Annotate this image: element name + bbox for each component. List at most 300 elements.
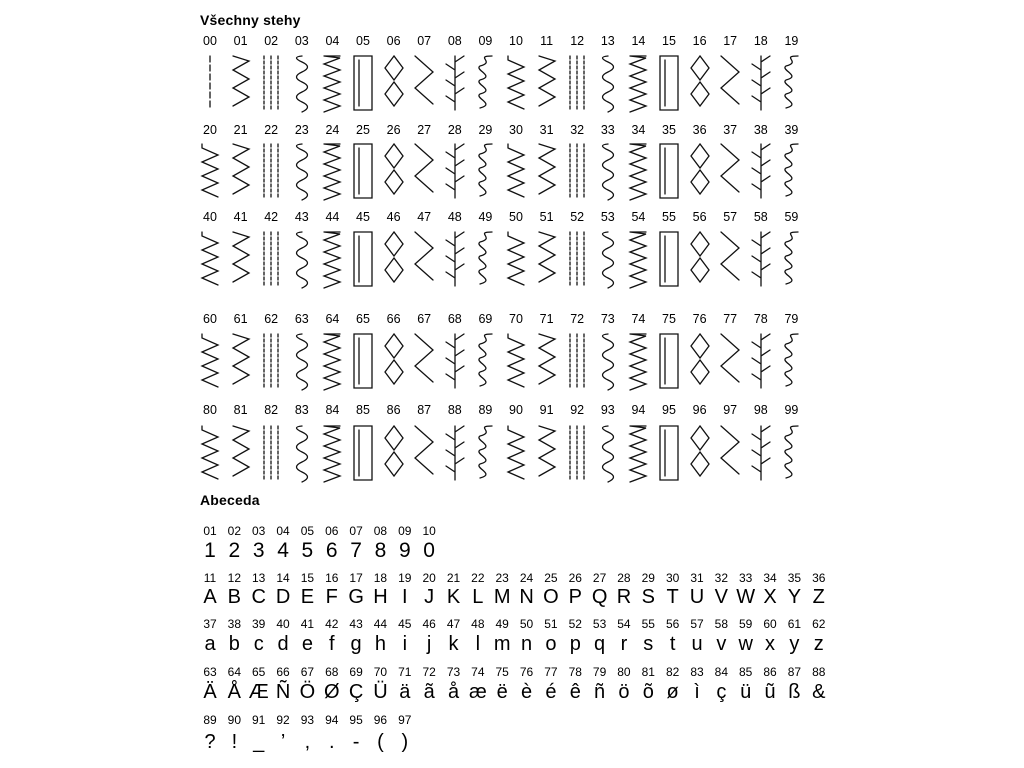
character-glyph: Å bbox=[227, 681, 242, 703]
character-number: 30 bbox=[665, 571, 680, 585]
character-glyph: ê bbox=[569, 681, 581, 703]
character-number: 54 bbox=[617, 617, 631, 631]
stitch-number: 93 bbox=[600, 403, 615, 417]
character-glyph: Z bbox=[812, 586, 825, 608]
character-glyph: T bbox=[666, 586, 679, 608]
character-number: 38 bbox=[227, 617, 242, 631]
stitch-number: 23 bbox=[294, 123, 309, 137]
stitch-pattern-icon bbox=[778, 140, 804, 202]
character-number: 02 bbox=[227, 524, 242, 538]
character-number: 21 bbox=[446, 571, 461, 585]
character-number: 88 bbox=[812, 665, 826, 679]
character-number: 65 bbox=[252, 665, 266, 679]
stitch-pattern-icon bbox=[381, 228, 407, 290]
stitch-pattern-icon bbox=[564, 52, 590, 114]
character-number: 52 bbox=[568, 617, 582, 631]
character-glyph: ì bbox=[694, 681, 700, 703]
character-glyph: 4 bbox=[277, 539, 289, 562]
character-glyph: õ bbox=[642, 681, 654, 703]
character-number: 78 bbox=[568, 665, 582, 679]
stitch-pattern-icon bbox=[625, 228, 651, 290]
stitch-number: 21 bbox=[233, 123, 248, 137]
character-number: 51 bbox=[544, 617, 558, 631]
stitch-pattern-icon bbox=[442, 228, 468, 290]
character-number: 32 bbox=[714, 571, 729, 585]
character-glyph: I bbox=[402, 586, 408, 608]
stitch-number: 91 bbox=[539, 403, 554, 417]
character-number: 17 bbox=[349, 571, 363, 585]
stitch-number: 63 bbox=[294, 312, 309, 326]
stitch-pattern-icon bbox=[228, 228, 254, 290]
stitch-pattern-icon bbox=[687, 330, 713, 392]
character-number: 75 bbox=[495, 665, 509, 679]
character-glyph: & bbox=[812, 681, 826, 703]
character-glyph: o bbox=[545, 633, 557, 655]
character-number: 69 bbox=[349, 665, 363, 679]
character-number: 56 bbox=[665, 617, 680, 631]
character-glyph: ß bbox=[788, 681, 801, 703]
character-number: 55 bbox=[641, 617, 655, 631]
character-number: 18 bbox=[373, 571, 388, 585]
stitch-pattern-icon bbox=[258, 228, 284, 290]
stitch-number: 05 bbox=[356, 34, 370, 48]
character-number: 58 bbox=[714, 617, 729, 631]
character-number: 11 bbox=[203, 571, 217, 585]
character-glyph: u bbox=[691, 633, 703, 655]
stitch-number: 25 bbox=[356, 123, 370, 137]
stitch-pattern-icon bbox=[717, 330, 743, 392]
stitch-number: 10 bbox=[509, 34, 523, 48]
stitch-number: 53 bbox=[600, 210, 615, 224]
stitch-pattern-icon bbox=[197, 422, 223, 484]
character-glyph: n bbox=[520, 633, 533, 655]
character-glyph: ñ bbox=[594, 681, 606, 703]
stitch-pattern-icon bbox=[381, 52, 407, 114]
stitch-number: 35 bbox=[662, 123, 676, 137]
character-glyph: q bbox=[594, 633, 606, 655]
character-number: 60 bbox=[763, 617, 777, 631]
character-number: 42 bbox=[325, 617, 339, 631]
stitch-number: 24 bbox=[325, 123, 340, 137]
stitch-pattern-icon bbox=[717, 422, 743, 484]
character-number: 83 bbox=[690, 665, 704, 679]
character-number: 45 bbox=[398, 617, 412, 631]
stitch-number: 38 bbox=[753, 123, 768, 137]
character-number: 77 bbox=[544, 665, 558, 679]
character-glyph: C bbox=[251, 586, 266, 608]
stitch-pattern-icon bbox=[472, 330, 498, 392]
stitch-number: 59 bbox=[784, 210, 799, 224]
stitch-number: 36 bbox=[692, 123, 707, 137]
character-glyph: d bbox=[277, 633, 289, 655]
stitch-number: 66 bbox=[386, 312, 401, 326]
character-number: 53 bbox=[592, 617, 607, 631]
stitch-pattern-icon bbox=[381, 330, 407, 392]
stitch-pattern-icon bbox=[687, 422, 713, 484]
character-number: 07 bbox=[349, 524, 363, 538]
character-glyph: Ü bbox=[373, 681, 388, 703]
character-number: 70 bbox=[373, 665, 388, 679]
character-glyph: . bbox=[328, 731, 335, 753]
stitch-number: 74 bbox=[631, 312, 646, 326]
character-number: 59 bbox=[739, 617, 753, 631]
character-glyph: ) bbox=[401, 731, 409, 753]
stitch-pattern-icon bbox=[595, 52, 621, 114]
character-glyph: æ bbox=[468, 681, 487, 703]
character-glyph: w bbox=[738, 633, 753, 655]
stitch-number: 86 bbox=[386, 403, 401, 417]
stitch-pattern-icon bbox=[472, 422, 498, 484]
character-glyph: s bbox=[643, 633, 654, 655]
character-glyph: ũ bbox=[764, 681, 776, 703]
stitch-number: 57 bbox=[723, 210, 738, 224]
stitch-pattern-icon bbox=[319, 330, 345, 392]
character-glyph: b bbox=[228, 633, 240, 655]
character-glyph: z bbox=[813, 633, 824, 655]
stitch-pattern-icon bbox=[319, 228, 345, 290]
stitch-pattern-icon bbox=[534, 52, 560, 114]
character-glyph: G bbox=[348, 586, 364, 608]
character-number: 35 bbox=[787, 571, 802, 585]
character-glyph: Ö bbox=[299, 681, 316, 703]
character-glyph: U bbox=[689, 586, 705, 608]
stitch-pattern-icon bbox=[503, 422, 529, 484]
character-number: 48 bbox=[471, 617, 485, 631]
character-glyph: 3 bbox=[252, 539, 265, 562]
character-glyph: Q bbox=[591, 586, 608, 608]
stitch-number: 77 bbox=[723, 312, 738, 326]
stitch-pattern-icon bbox=[228, 140, 254, 202]
character-glyph: i bbox=[402, 633, 408, 655]
stitch-number: 07 bbox=[417, 34, 432, 48]
character-number: 49 bbox=[495, 617, 509, 631]
stitch-pattern-icon bbox=[656, 140, 682, 202]
character-number: 10 bbox=[422, 524, 436, 538]
stitch-pattern-icon bbox=[228, 422, 254, 484]
stitch-pattern-icon bbox=[625, 140, 651, 202]
character-number: 05 bbox=[300, 524, 315, 538]
character-glyph: M bbox=[493, 586, 511, 608]
character-number: 19 bbox=[398, 571, 412, 585]
stitch-pattern-icon bbox=[748, 422, 774, 484]
character-number: 72 bbox=[422, 665, 436, 679]
stitch-pattern-icon bbox=[381, 140, 407, 202]
stitch-number: 89 bbox=[478, 403, 493, 417]
stitch-number: 58 bbox=[753, 210, 768, 224]
character-number: 22 bbox=[471, 571, 485, 585]
stitch-pattern-icon bbox=[289, 52, 315, 114]
stitch-number: 54 bbox=[631, 210, 646, 224]
character-glyph: v bbox=[716, 633, 727, 655]
character-number: 81 bbox=[641, 665, 655, 679]
stitch-pattern-icon bbox=[472, 52, 498, 114]
stitch-number: 31 bbox=[539, 123, 554, 137]
character-number: 03 bbox=[252, 524, 266, 538]
stitch-number: 47 bbox=[417, 210, 432, 224]
stitch-pattern-icon bbox=[564, 422, 590, 484]
character-number: 20 bbox=[422, 571, 436, 585]
character-number: 67 bbox=[300, 665, 315, 679]
character-number: 80 bbox=[617, 665, 631, 679]
character-number: 84 bbox=[714, 665, 729, 679]
stitch-number: 13 bbox=[600, 34, 615, 48]
stitch-number: 46 bbox=[386, 210, 401, 224]
character-glyph: ö bbox=[618, 681, 630, 703]
character-number: 94 bbox=[325, 713, 339, 727]
stitch-number: 09 bbox=[478, 34, 493, 48]
stitch-pattern-icon bbox=[595, 422, 621, 484]
stitch-pattern-icon bbox=[656, 52, 682, 114]
character-glyph: - bbox=[352, 731, 360, 753]
character-number: 08 bbox=[373, 524, 388, 538]
character-number: 33 bbox=[739, 571, 753, 585]
character-glyph: ø bbox=[666, 681, 679, 703]
character-glyph: Ñ bbox=[275, 681, 291, 703]
character-number: 40 bbox=[276, 617, 290, 631]
character-glyph: m bbox=[493, 633, 511, 655]
character-glyph: é bbox=[545, 681, 557, 703]
character-glyph: Ä bbox=[203, 681, 217, 703]
stitch-pattern-icon bbox=[228, 330, 254, 392]
character-glyph: V bbox=[714, 586, 729, 608]
character-number: 86 bbox=[763, 665, 777, 679]
stitch-number: 37 bbox=[723, 123, 738, 137]
stitch-number: 15 bbox=[662, 34, 676, 48]
character-glyph: 7 bbox=[350, 539, 362, 562]
character-glyph: _ bbox=[253, 731, 265, 753]
character-number: 90 bbox=[227, 713, 242, 727]
character-glyph: E bbox=[300, 586, 315, 608]
stitch-number: 44 bbox=[325, 210, 340, 224]
stitch-pattern-icon bbox=[197, 140, 223, 202]
stitch-pattern-icon bbox=[687, 140, 713, 202]
character-number: 37 bbox=[203, 617, 217, 631]
character-glyph: c bbox=[253, 633, 264, 655]
stitch-pattern-icon bbox=[625, 52, 651, 114]
character-number: 50 bbox=[519, 617, 534, 631]
stitch-number: 01 bbox=[233, 34, 248, 48]
stitch-number: 75 bbox=[662, 312, 676, 326]
stitch-pattern-icon bbox=[656, 422, 682, 484]
stitch-pattern-icon bbox=[411, 52, 437, 114]
stitch-pattern-icon bbox=[656, 330, 682, 392]
stitch-number: 12 bbox=[570, 34, 585, 48]
stitch-number: 49 bbox=[478, 210, 493, 224]
stitch-number: 16 bbox=[692, 34, 707, 48]
character-number: 23 bbox=[495, 571, 509, 585]
stitch-number: 27 bbox=[417, 123, 432, 137]
character-number: 79 bbox=[592, 665, 607, 679]
character-number: 06 bbox=[325, 524, 339, 538]
character-glyph: D bbox=[275, 586, 291, 608]
character-glyph: N bbox=[519, 586, 534, 608]
stitch-pattern-icon bbox=[534, 140, 560, 202]
stitch-number: 43 bbox=[294, 210, 309, 224]
character-number: 57 bbox=[690, 617, 704, 631]
character-number: 76 bbox=[519, 665, 534, 679]
stitch-pattern-icon bbox=[442, 330, 468, 392]
stitch-number: 29 bbox=[478, 123, 493, 137]
stitch-pattern-icon bbox=[228, 52, 254, 114]
character-glyph: ç bbox=[716, 681, 727, 703]
character-number: 15 bbox=[300, 571, 315, 585]
stitches-title: Všechny stehy bbox=[200, 12, 301, 28]
stitch-number: 62 bbox=[264, 312, 279, 326]
character-number: 09 bbox=[398, 524, 412, 538]
character-number: 13 bbox=[252, 571, 266, 585]
stitch-number: 60 bbox=[203, 312, 217, 326]
character-glyph: ? bbox=[204, 731, 216, 753]
stitch-pattern-icon bbox=[258, 422, 284, 484]
character-number: 43 bbox=[349, 617, 363, 631]
character-number: 68 bbox=[325, 665, 339, 679]
stitch-number: 95 bbox=[662, 403, 676, 417]
character-glyph: f bbox=[328, 633, 335, 655]
stitch-number: 11 bbox=[540, 34, 554, 48]
stitch-pattern-icon bbox=[748, 140, 774, 202]
stitch-number: 26 bbox=[386, 123, 401, 137]
character-number: 64 bbox=[227, 665, 242, 679]
character-number: 16 bbox=[325, 571, 339, 585]
character-number: 26 bbox=[568, 571, 582, 585]
character-glyph: j bbox=[426, 633, 432, 655]
stitch-number: 22 bbox=[264, 123, 279, 137]
character-glyph: x bbox=[765, 633, 776, 655]
stitch-pattern-icon bbox=[778, 52, 804, 114]
stitch-pattern-icon bbox=[625, 330, 651, 392]
character-glyph: ã bbox=[423, 681, 435, 703]
stitch-number: 87 bbox=[417, 403, 432, 417]
character-number: 62 bbox=[812, 617, 826, 631]
stitch-pattern-icon bbox=[319, 422, 345, 484]
stitch-number: 90 bbox=[509, 403, 523, 417]
character-number: 24 bbox=[519, 571, 534, 585]
stitch-pattern-icon bbox=[778, 228, 804, 290]
stitch-pattern-icon bbox=[319, 52, 345, 114]
character-glyph: g bbox=[350, 633, 362, 655]
stitch-number: 83 bbox=[294, 403, 309, 417]
stitch-pattern-icon bbox=[197, 52, 223, 114]
character-number: 66 bbox=[276, 665, 290, 679]
stitch-number: 94 bbox=[631, 403, 646, 417]
stitch-number: 70 bbox=[509, 312, 523, 326]
stitch-pattern-icon bbox=[564, 330, 590, 392]
stitch-pattern-icon bbox=[503, 330, 529, 392]
character-glyph: Y bbox=[787, 586, 802, 608]
character-number: 97 bbox=[398, 713, 412, 727]
character-glyph: y bbox=[789, 633, 800, 655]
stitch-pattern-icon bbox=[472, 228, 498, 290]
stitch-number: 76 bbox=[692, 312, 707, 326]
stitch-pattern-icon bbox=[197, 228, 223, 290]
character-number: 96 bbox=[373, 713, 388, 727]
stitch-number: 28 bbox=[447, 123, 462, 137]
character-glyph: p bbox=[569, 633, 581, 655]
character-glyph: ä bbox=[399, 681, 411, 703]
stitch-pattern-icon bbox=[289, 228, 315, 290]
character-glyph: 6 bbox=[325, 539, 338, 562]
stitch-number: 42 bbox=[264, 210, 279, 224]
stitch-number: 06 bbox=[386, 34, 401, 48]
stitch-number: 81 bbox=[233, 403, 248, 417]
stitch-pattern-icon bbox=[717, 228, 743, 290]
stitch-number: 45 bbox=[356, 210, 370, 224]
alphabet-title: Abeceda bbox=[200, 492, 260, 508]
character-glyph: O bbox=[543, 586, 559, 608]
character-number: 92 bbox=[276, 713, 290, 727]
stitch-pattern-icon bbox=[350, 422, 376, 484]
character-glyph: 2 bbox=[228, 539, 241, 562]
character-glyph: 9 bbox=[398, 539, 411, 562]
stitch-pattern-icon bbox=[717, 52, 743, 114]
character-glyph: ( bbox=[377, 731, 384, 753]
character-number: 63 bbox=[203, 665, 217, 679]
character-glyph: 8 bbox=[374, 539, 387, 562]
character-glyph: h bbox=[374, 633, 386, 655]
character-glyph: ü bbox=[740, 681, 752, 703]
stitch-pattern-icon bbox=[503, 52, 529, 114]
character-glyph: L bbox=[472, 586, 484, 608]
stitch-pattern-icon bbox=[534, 330, 560, 392]
stitch-pattern-icon bbox=[411, 140, 437, 202]
stitch-pattern-icon bbox=[778, 422, 804, 484]
stitch-number: 92 bbox=[570, 403, 585, 417]
stitch-pattern-icon bbox=[595, 330, 621, 392]
character-number: 36 bbox=[812, 571, 826, 585]
stitch-number: 30 bbox=[509, 123, 523, 137]
character-glyph: Ø bbox=[323, 681, 340, 703]
character-glyph: k bbox=[448, 633, 459, 655]
stitch-number: 69 bbox=[478, 312, 493, 326]
character-glyph: ë bbox=[496, 681, 508, 703]
character-glyph: W bbox=[736, 586, 756, 608]
stitch-pattern-icon bbox=[442, 52, 468, 114]
stitch-number: 98 bbox=[753, 403, 768, 417]
stitch-pattern-icon bbox=[595, 140, 621, 202]
character-number: 29 bbox=[641, 571, 655, 585]
stitch-pattern-icon bbox=[534, 228, 560, 290]
character-number: 31 bbox=[690, 571, 704, 585]
stitch-number: 51 bbox=[539, 210, 554, 224]
character-glyph: 0 bbox=[423, 539, 435, 562]
character-number: 14 bbox=[276, 571, 290, 585]
stitch-number: 33 bbox=[600, 123, 615, 137]
character-number: 41 bbox=[300, 617, 315, 631]
stitch-pattern-icon bbox=[258, 330, 284, 392]
stitch-number: 14 bbox=[631, 34, 646, 48]
character-number: 61 bbox=[787, 617, 802, 631]
stitch-number: 80 bbox=[203, 403, 217, 417]
character-number: 28 bbox=[617, 571, 631, 585]
character-glyph: X bbox=[763, 586, 777, 608]
stitch-number: 34 bbox=[631, 123, 646, 137]
stitch-pattern-icon bbox=[381, 422, 407, 484]
character-number: 25 bbox=[544, 571, 558, 585]
character-number: 93 bbox=[300, 713, 315, 727]
stitch-number: 18 bbox=[753, 34, 768, 48]
stitch-pattern-icon bbox=[350, 228, 376, 290]
character-number: 39 bbox=[252, 617, 266, 631]
stitch-pattern-icon bbox=[564, 140, 590, 202]
character-number: 91 bbox=[252, 713, 266, 727]
stitch-pattern-icon bbox=[442, 422, 468, 484]
stitch-pattern-icon bbox=[687, 228, 713, 290]
character-number: 47 bbox=[446, 617, 461, 631]
stitch-number: 97 bbox=[723, 403, 738, 417]
stitch-number: 52 bbox=[570, 210, 585, 224]
stitch-number: 55 bbox=[662, 210, 676, 224]
character-number: 73 bbox=[446, 665, 461, 679]
